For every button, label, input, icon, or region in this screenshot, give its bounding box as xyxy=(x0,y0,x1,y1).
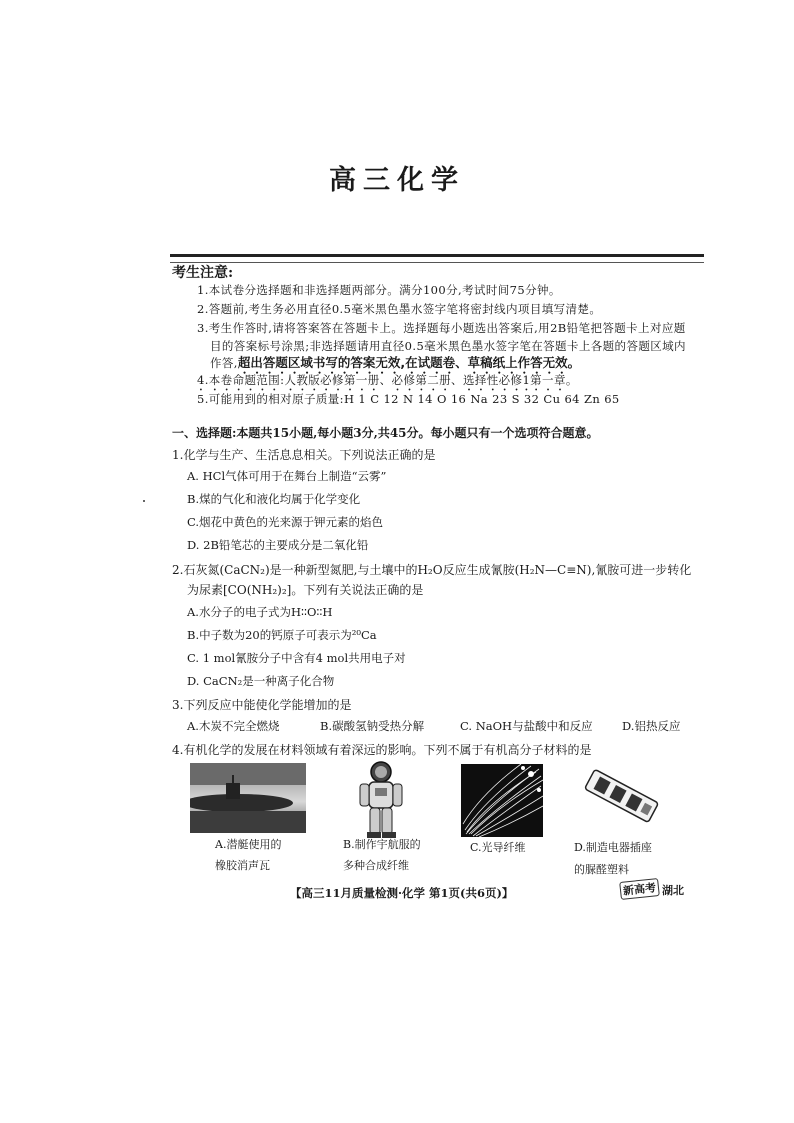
q4-caption-d-line2: 的脲醛塑料 xyxy=(574,863,629,876)
q4-caption-b-line1: B.制作宇航服的 xyxy=(343,838,421,851)
q2-stem-line1: 2.石灰氮(CaCN₂)是一种新型氮肥,与土壤中的H₂O反应生成氰胺(H₂N—C≡N),氰胺可进一步转化 xyxy=(172,563,692,577)
notice-item-3-cont: 目的答案标号涂黑;非选择题请用直径0.5毫米黑色墨水签字笔在答题卡上各题的答题区域内 xyxy=(210,339,686,353)
notice-item-2: 2.答题前,考生务必用直径0.5毫米黑色墨水签字笔将密封线内项目填写清楚。 xyxy=(197,302,602,316)
q2-stem-line2: 为尿素[CO(NH₂)₂]。下列有关说法正确的是 xyxy=(187,583,424,597)
q1-option-d: D. 2B铅笔芯的主要成分是二氧化铅 xyxy=(187,538,369,552)
q4-stem: 4.有机化学的发展在材料领域有着深远的影响。下列不属于有机高分子材料的是 xyxy=(172,743,592,757)
exam-title: 高三化学 xyxy=(329,165,465,196)
q4-caption-a-line2: 橡胶消声瓦 xyxy=(215,859,270,872)
q2-option-d: D. CaCN₂是一种离子化合物 xyxy=(187,674,335,688)
q4-caption-b-line2: 多种合成纤维 xyxy=(343,859,409,872)
publisher-stamp: 新高考 xyxy=(619,878,660,900)
q4-caption-c: C.光导纤维 xyxy=(470,841,526,854)
notice-emphasis: 超出答题区域书写的答案无效,在试题卷、草稿纸上作答无效。 xyxy=(237,355,581,370)
page-footer: 【高三11月质量检测·化学 第1页(共6页)】 xyxy=(290,886,514,900)
q1-stem: 1.化学与生产、生活息息相关。下列说法正确的是 xyxy=(172,448,436,462)
q3-option-a: A.木炭不完全燃烧 xyxy=(187,719,280,733)
q1-option-a: A. HCl气体可用于在舞台上制造“云雾” xyxy=(187,469,387,483)
margin-speck xyxy=(143,500,145,502)
q2-option-a: A.水分子的电子式为H∶∶O∶∶H xyxy=(187,605,333,619)
notice-item-3-lead: 作答, xyxy=(210,356,238,370)
q2-option-c: C. 1 mol氰胺分子中含有4 mol共用电子对 xyxy=(187,651,406,665)
notice-heading: 考生注意: xyxy=(172,265,234,281)
q3-stem: 3.下列反应中能使化学能增加的是 xyxy=(172,698,352,712)
power-strip-photo xyxy=(582,767,662,823)
notice-item-4: 4.本卷命题范围:人教版必修第一册、必修第二册、选择性必修1第一章。 xyxy=(197,373,578,387)
q1-option-b: B.煤的气化和液化均属于化学变化 xyxy=(187,492,361,506)
notice-item-5: 5.可能用到的相对原子质量:H 1 C 12 N 14 O 16 Na 23 S 32 Cu 64 Zn 65 xyxy=(197,392,620,406)
region-label: 湖北 xyxy=(662,884,684,897)
q4-caption-a-line1: A.潜艇使用的 xyxy=(215,838,282,851)
notice-item-1: 1.本试卷分选择题和非选择题两部分。满分100分,考试时间75分钟。 xyxy=(197,283,561,297)
header-rule-thick xyxy=(170,254,704,257)
q4-caption-d-line1: D.制造电器插座 xyxy=(574,841,652,854)
q3-option-c: C. NaOH与盐酸中和反应 xyxy=(460,719,593,733)
submarine-photo xyxy=(190,763,306,833)
optical-fiber-photo xyxy=(461,764,543,837)
q3-option-b: B.碳酸氢钠受热分解 xyxy=(320,719,425,733)
section-heading: 一、选择题:本题共15小题,每小题3分,共45分。每小题只有一个选项符合题意。 xyxy=(172,426,599,440)
notice-item-3: 3.考生作答时,请将答案答在答题卡上。选择题每小题选出答案后,用2B铅笔把答题卡上对应题 xyxy=(197,321,686,335)
q3-option-d: D.铝热反应 xyxy=(622,719,681,733)
astronaut-photo xyxy=(355,760,407,840)
q1-option-c: C.烟花中黄色的光来源于钾元素的焰色 xyxy=(187,515,384,529)
header-rule-thin xyxy=(170,262,704,263)
q2-option-b: B.中子数为20的钙原子可表示为²⁰Ca xyxy=(187,628,377,642)
